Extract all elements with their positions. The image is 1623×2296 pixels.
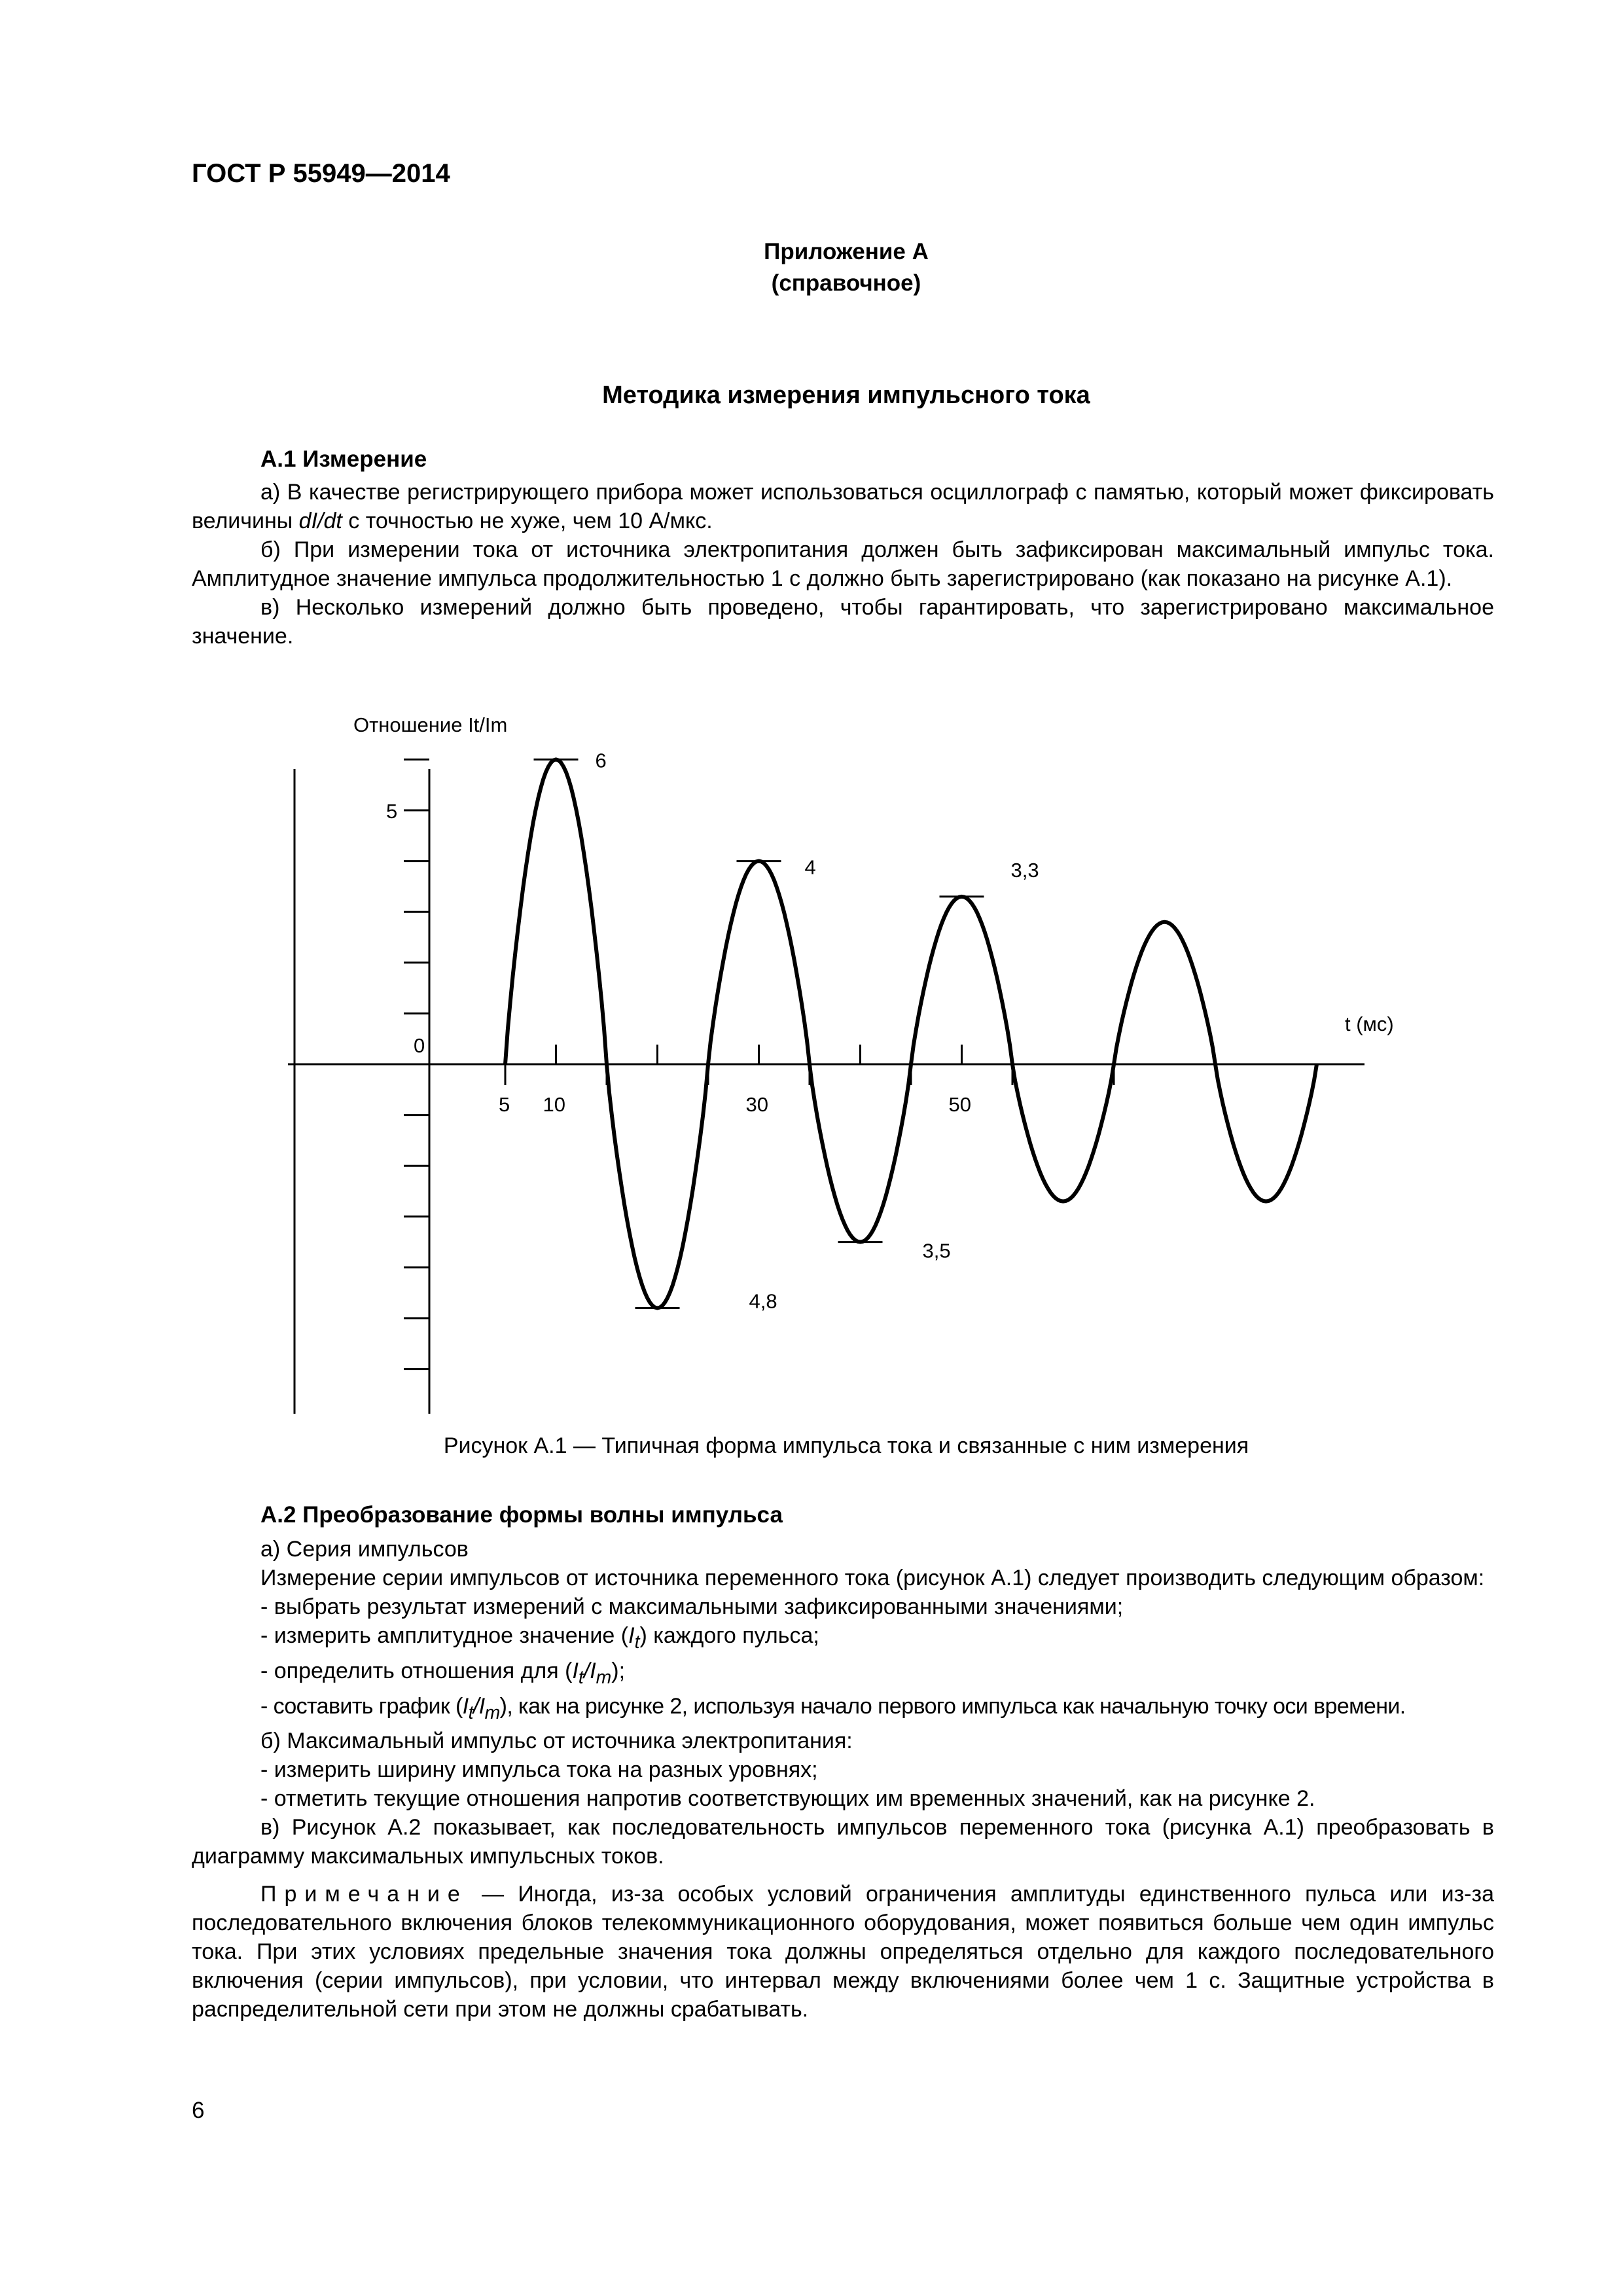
item-c: в) Рисунок А.2 показывает, как последовательность импульсов переменного тока (рисунка А.1) преобразовать в диаграмму максимальных импульсных токов.: [192, 1815, 1494, 1869]
peak-label: 6: [595, 749, 607, 772]
chart-peak-marks: [534, 749, 1039, 1312]
bullet-1: - выбрать результат измерений с максимальными зафиксированными значениями;: [260, 1594, 1124, 1619]
y-axis-label: Отношение It/Im: [353, 713, 508, 736]
page-number: 6: [192, 2098, 205, 2123]
x-axis-label: t (мс): [1345, 1013, 1394, 1035]
y-tick-label: 0: [414, 1034, 425, 1057]
figure-caption: Рисунок А.1 — Типичная форма импульса тока и связанные с ним измерения: [443, 1433, 1249, 1458]
peak-label: 4,8: [749, 1289, 777, 1313]
chart-axes: [288, 769, 1364, 1414]
paragraph-b: б) При измерении тока от источника электропитания должен быть зафиксирован максимальный импульс тока. Амплитудное значение импульса продолжительностью 1 с должно быть зарегистрировано (как показано на рисунке А.1).: [192, 537, 1494, 591]
y-tick-label: 5: [386, 800, 398, 823]
document-id: ГОСТ Р 55949—2014: [192, 159, 450, 188]
didt-symbol: dI/dt: [298, 509, 342, 533]
appendix-heading: [192, 236, 1501, 299]
bullet-4: - составить график $(I_t/I_m)$, как на рисунке 2, используя начало первого импульса как начальную точку оси времени.: [260, 1693, 1406, 1723]
appendix-subtitle: (справочное): [771, 270, 921, 296]
x-tick-label: 50: [948, 1093, 971, 1116]
appendix-title: Приложение А: [764, 239, 929, 264]
paragraph-c: в) Несколько измерений должно быть проведено, чтобы гарантировать, что зарегистрировано максимальное значение.: [192, 595, 1494, 649]
main-title: Методика измерения импульсного тока: [602, 382, 1090, 409]
series-line: [505, 759, 1317, 1308]
section-1-body: [192, 478, 1494, 651]
peak-label: 4: [804, 855, 816, 879]
section-2-heading: А.2 Преобразование формы волны импульса: [260, 1502, 783, 1528]
x-tick-label: 5: [499, 1093, 510, 1116]
section-1-heading: А.1 Измерение: [260, 446, 427, 472]
peak-label: 3,5: [922, 1239, 951, 1263]
bullet-5: - измерить ширину импульса тока на разных уровнях;: [260, 1757, 818, 1783]
note-text: — Иногда, из-за особых условий ограничения амплитуды единственного пульса или из-за последовательного включения блоков телекоммуникационного оборудования, может появиться больше чем один импульс тока. При этих условиях предельные значения тока должны определяться отдельно для каждого последовательного включения (серии импульсов), при условии, что интервал между включениями более чем 1 с. Защитные устройства в распределительной сети при этом не должны срабатывать.: [192, 1882, 1494, 2022]
section-2-paragraph: Измерение серии импульсов от источника переменного тока (рисунок А.1) следует производить следующим образом:: [260, 1566, 1485, 1590]
bullet-2: - измерить амплитудное значение $(I_t)$ каждого пульса;: [260, 1623, 819, 1653]
bullet-3: - определить отношения для $(I_t/I_m)$;: [260, 1658, 626, 1688]
item-a: а) Серия импульсов: [260, 1537, 469, 1562]
item-b: б) Максимальный импульс от источника электропитания:: [260, 1729, 853, 1754]
note-label: Примечание: [260, 1882, 468, 1907]
x-tick-label: 30: [745, 1093, 768, 1116]
paragraph-a: а) В качестве регистрирующего прибора может использоваться осциллограф с памятью, который может фиксировать величины dI/dt с точностью не хуже, чем 10 А/мкс.: [192, 480, 1494, 533]
impulse-chart: [275, 694, 1440, 1433]
section-2-body: [192, 1535, 1494, 2024]
note: [192, 1880, 1494, 2024]
bullet-6: - отметить текущие отношения напротив соответствующих им временных значений, как на рисунке 2.: [260, 1786, 1315, 1812]
x-tick-label: 10: [543, 1093, 565, 1116]
peak-label: 3,3: [1010, 858, 1039, 882]
